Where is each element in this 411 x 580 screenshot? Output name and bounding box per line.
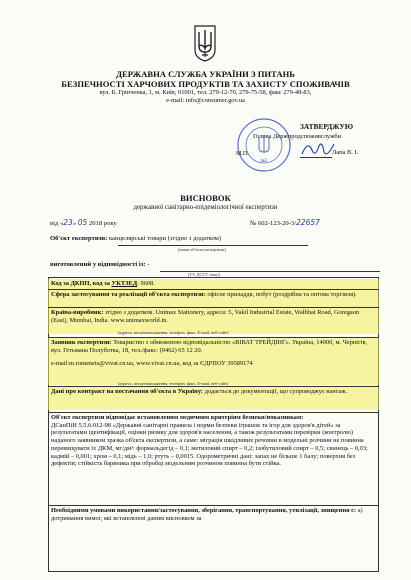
date-month: 05 [77, 218, 88, 227]
applicant-hint: (адреса, місцезнаходження, телефон, факс, E-mail, веб-сайт) [118, 381, 229, 386]
document-date: від «23» 05 2018 року [50, 218, 117, 227]
object-label: Об'єкт експертизи: [50, 235, 108, 242]
origin-label: Країна-виробник: [51, 309, 104, 316]
approver-role: Голова Держпродспоживслужби [253, 133, 342, 140]
number-prefix: № 602-123-20-3/ [250, 220, 297, 227]
signature-line [300, 157, 332, 158]
criteria-cell [48, 412, 379, 504]
criteria-value: ДСанПіН 5.5.6.012-98 «Державні санітарні правила і норми безпеки іграшок та ігор для здоров'я дітей» за результатами ідентифікації, оцінки ризику для здоров'я населення, а також результатами перевірки (контролю) наданого заявником зразка об'єкта експертизи, а саме: міграція шкідливих речовин в модельні розчини не повинна перевищувати їх ДКМ, мг/дм³: формальдегід – 0,1; метиловий спирт – 0,2; ізобутиловий спирт – 0,5; свинець – 0,03; кадмій – 0,001; хром – 0,1; мідь – 1,0; ртуть – 0,0015. Одорометричні дані: запах не більше 1 балу; поверхня без дефектів; стійкість барвника при обробці модельним розчином повинна бути стійка. [51, 421, 368, 468]
date-day: 23 [63, 218, 73, 227]
code-label: Код за ДКПП, код за [51, 280, 110, 287]
document-number [250, 218, 320, 227]
code-uktzed: УКТЗЕД [111, 280, 138, 287]
origin-hint: (адреса, місцезнаходження, телефон, факс, E-mail, веб-сайт) [118, 330, 229, 335]
object-underline [118, 245, 308, 246]
conditions-value: а) дотримання вимог, які встановлені даним висновком за [51, 507, 363, 522]
code-cell [48, 279, 379, 289]
conditions-cell [48, 505, 379, 545]
org-line-1: ДЕРЖАВНА СЛУЖБА УКРАЇНИ З ПИТАНЬ [116, 69, 295, 79]
email-line: e-mail: info@consumer.gov.ua [166, 97, 245, 104]
applicant-contacts: e-mail:m.romenets@vivat.cn.ua, www.vivat.cn.ua, код за ЄДРПОУ 39589174 [51, 360, 253, 368]
scope-cell [48, 289, 379, 307]
organization-name [0, 70, 411, 89]
contract-label: Дані про контракт на постачання об'єкта в Україну: [51, 388, 204, 395]
code-value: : 9608. [137, 280, 155, 287]
org-line-2: БЕЗПЕЧНОСТІ ХАРЧОВИХ ПРОДУКТІВ ТА ЗАХИСТУ СПОЖИВАЧІВ [61, 78, 350, 89]
made-row [50, 261, 149, 269]
applicant-value: Товариство з обмеженою відповідальністю «ВІВАТ ТРЕЙДІНГ». Україна, 14000, м. Чернігів, вул. Гетьмана Полуботка, 18, тел./факс: (0462) 65 12 20. [51, 339, 368, 354]
object-hint: (назва об'єкта експертизи) [178, 247, 226, 252]
svg-text:№1: №1 [260, 158, 268, 163]
address-line: вул. Б. Грінченка, 1, м. Київ, 01001, тел. 279-12-70, 279-75-58, факс 279-48-83, [99, 89, 312, 96]
date-year: 2018 року [88, 220, 117, 227]
document-title: ВИСНОВОК [180, 193, 231, 203]
organization-address [0, 89, 411, 105]
round-seal-icon [236, 117, 292, 173]
contract-cell [48, 386, 379, 410]
origin-value: згідно з додатком. Unimax Stationery, адреса: 5, Vakil Industrial Estate, Walbhat Road, Goregaon (East), Mumbai, India. www.unimaxworld.in. [51, 309, 360, 324]
contract-value: додається до документації, що супроводжує вантаж. [204, 388, 348, 395]
trident-icon [193, 24, 217, 62]
made-value: - [147, 261, 150, 268]
made-hint: (ТУ, ДСТУ тощо) [188, 272, 220, 277]
object-row [50, 235, 221, 243]
scope-value: офісне приладдя, побут (роздрібна та оптова торгівля). [207, 291, 357, 298]
approver-name: Лапа В. І. [332, 149, 359, 156]
conditions-label: Необхідними умовами використання/застосування, зберігання, транспортування, утилізації, знищення є: [51, 507, 357, 514]
number-handwritten: 22657 [296, 218, 320, 227]
seal-place-label: М.П. [236, 151, 249, 157]
criteria-label: Об'єкт експертизи відповідає встановленим медичним критеріям безпеки/показникам: [51, 414, 304, 421]
applicant-label: Заявник експертизи: [51, 339, 112, 346]
applicant-cell [48, 337, 379, 385]
scope-label: Сфера застосування та реалізації об'єкта експертизи: [51, 291, 206, 298]
approve-label: ЗАТВЕРДЖУЮ [300, 122, 354, 131]
document-subtitle: державної санітарно-епідеміологічної експертизи [133, 204, 278, 211]
made-label: виготовлений у відповідності із: [50, 261, 146, 268]
date-prefix: від [50, 220, 59, 227]
object-value: канцелярські товари (згідно з додатком) [108, 235, 221, 242]
